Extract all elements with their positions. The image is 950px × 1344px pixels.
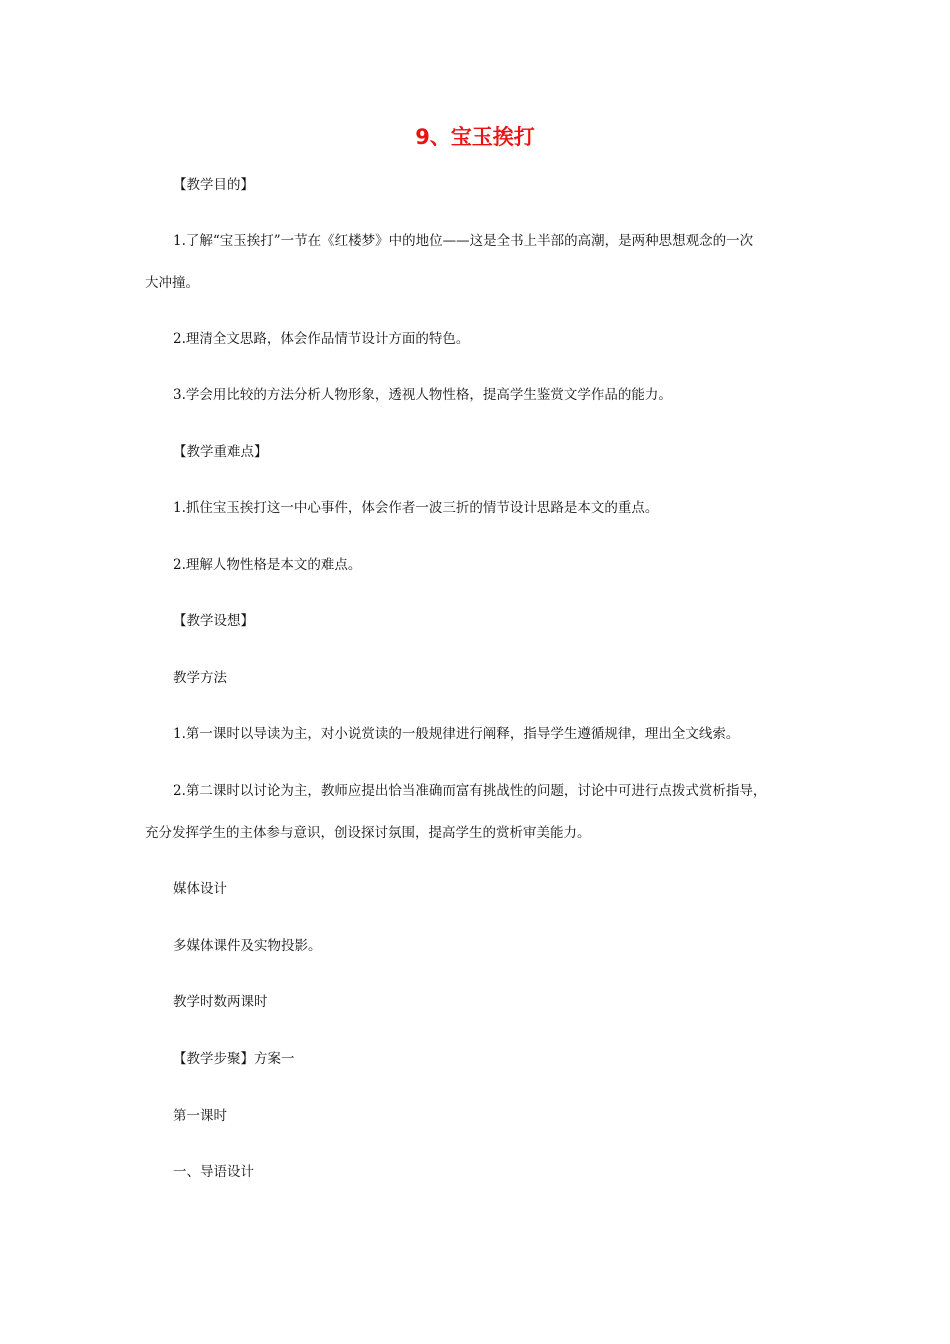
key-point-2: 2.理解人物性格是本文的难点。 bbox=[173, 557, 362, 573]
objective-1-line-2: 大冲撞。 bbox=[145, 275, 199, 291]
method-2-line-1: 2.第二课时以讨论为主，教师应提出恰当准确而富有挑战性的问题，讨论中可进行点拨式赏析指导， bbox=[173, 783, 767, 799]
media-description: 多媒体课件及实物投影。 bbox=[173, 938, 322, 954]
objective-1-line-1: 1.了解“宝玉挨打”一节在《红楼梦》中的地位——这是全书上半部的高潮，是两种思想观念的一次 bbox=[173, 233, 754, 249]
section-heading-objectives: 【教学目的】 bbox=[173, 177, 254, 193]
section-heading-key-points: 【教学重难点】 bbox=[173, 444, 268, 460]
teaching-hours: 教学时数两课时 bbox=[173, 994, 268, 1010]
objective-2: 2.理清全文思路，体会作品情节设计方面的特色。 bbox=[173, 331, 470, 347]
step-intro-heading: 一、导语设计 bbox=[173, 1164, 254, 1180]
method-1: 1.第一课时以导读为主，对小说赏读的一般规律进行阐释，指导学生遵循规律，理出全文线索。 bbox=[173, 726, 740, 742]
lesson-one-heading: 第一课时 bbox=[173, 1108, 227, 1124]
objective-3: 3.学会用比较的方法分析人物形象，透视人物性格，提高学生鉴赏文学作品的能力。 bbox=[173, 387, 672, 403]
key-point-1: 1.抓住宝玉挨打这一中心事件，体会作者一波三折的情节设计思路是本文的重点。 bbox=[173, 500, 659, 516]
section-heading-plan: 【教学设想】 bbox=[173, 613, 254, 629]
subheading-media: 媒体设计 bbox=[173, 881, 227, 897]
document-title: 9、宝玉挨打 bbox=[415, 125, 535, 149]
subheading-methods: 教学方法 bbox=[173, 670, 227, 686]
section-heading-steps: 【教学步聚】方案一 bbox=[173, 1051, 295, 1067]
method-2-line-2: 充分发挥学生的主体参与意识，创设探讨氛围，提高学生的赏析审美能力。 bbox=[145, 825, 591, 841]
